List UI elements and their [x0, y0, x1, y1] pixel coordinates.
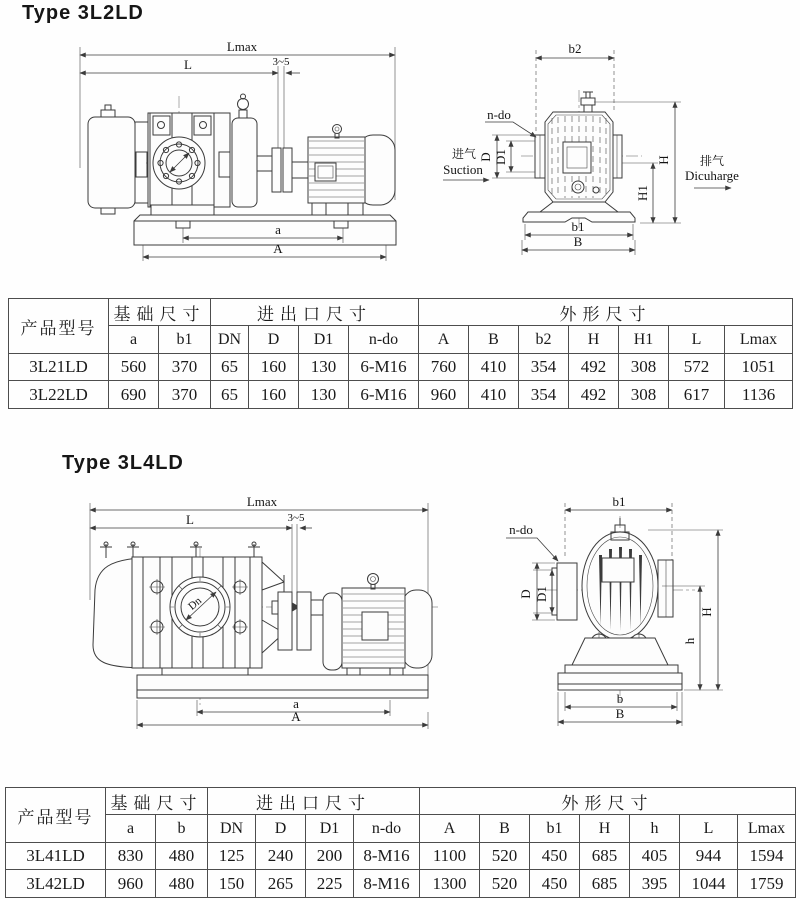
dim-label-lmax: Lmax: [246, 494, 278, 509]
dim-label-h: h: [682, 637, 697, 645]
col-header: H: [580, 815, 630, 843]
table-cell: 308: [619, 354, 669, 381]
end-view-3l4ld: [506, 494, 723, 726]
table-cell: 685: [580, 843, 630, 870]
table-cell: 450: [530, 843, 580, 870]
spec-table-3l2ld: [8, 298, 793, 409]
suction-flange: [557, 563, 577, 620]
table-cell: 830: [106, 843, 156, 870]
table-cell: 354: [519, 381, 569, 409]
dim-label-gap: 3~5: [287, 512, 305, 524]
table-cell: 960: [419, 381, 469, 409]
table-cell: 370: [159, 354, 211, 381]
table-cell: 6-M16: [349, 354, 419, 381]
col-header: B: [480, 815, 530, 843]
suction-label-cn: 进气: [451, 147, 477, 161]
spec-table-3l4ld: [5, 787, 796, 898]
model-cell: 3L21LD: [9, 354, 109, 381]
table-cell: 308: [619, 381, 669, 409]
model-cell: 3L22LD: [9, 381, 109, 409]
col-header: B: [469, 326, 519, 354]
model-cell: 3L42LD: [6, 870, 106, 898]
drawing-3l4ld: [0, 488, 800, 740]
table-cell: 1044: [680, 870, 738, 898]
discharge-label-en: Dicuharge: [685, 168, 739, 183]
table-cell: 130: [299, 354, 349, 381]
table-cell: 1100: [420, 843, 480, 870]
dim-label-D: D: [478, 152, 493, 162]
table-cell: 6-M16: [349, 381, 419, 409]
group-header-ports: 进出口尺寸: [211, 299, 419, 326]
table-cell: 200: [306, 843, 354, 870]
col-header: H1: [619, 326, 669, 354]
dim-label-l: L: [186, 512, 194, 527]
blower-drive-cover: [88, 117, 135, 208]
baseplate: [137, 675, 428, 698]
table-cell: 8-M16: [354, 870, 420, 898]
dim-label-b: b: [616, 691, 624, 706]
motor: [323, 574, 432, 676]
table-cell: 1136: [725, 381, 793, 409]
table-row: [9, 354, 793, 381]
oil-sight-glass: [572, 181, 584, 193]
col-header: b: [156, 815, 208, 843]
table-cell: 265: [256, 870, 306, 898]
col-header: Lmax: [738, 815, 796, 843]
page-title-3l4ld: Type 3L4LD: [62, 452, 184, 474]
table-cell: 520: [480, 870, 530, 898]
table-cell: 492: [569, 354, 619, 381]
page-title-3l2ld: Type 3L2LD: [22, 2, 144, 24]
group-header-overall: 外形尺寸: [419, 299, 793, 326]
callout-n-do: n-do: [509, 522, 533, 537]
table-cell: 685: [580, 870, 630, 898]
table-cell: 560: [109, 354, 159, 381]
table-cell: 240: [256, 843, 306, 870]
side-view-3l2ld: [80, 39, 396, 261]
table-row: [6, 870, 796, 898]
table-cell: 760: [419, 354, 469, 381]
col-header: D: [249, 326, 299, 354]
table-cell: 405: [630, 843, 680, 870]
motor: [308, 125, 395, 216]
table-cell: 492: [569, 381, 619, 409]
table-row: [9, 381, 793, 409]
dim-label-H1: H1: [635, 185, 650, 201]
col-header: b2: [519, 326, 569, 354]
table-header-columns: [9, 326, 793, 354]
col-header: DN: [211, 326, 249, 354]
table-cell: 160: [249, 381, 299, 409]
dim-label-b1: b1: [612, 494, 626, 509]
dim-label-A: A: [291, 709, 301, 724]
table-header-columns: [6, 815, 796, 843]
table-cell: 960: [106, 870, 156, 898]
table-cell: 65: [211, 381, 249, 409]
table-cell: 8-M16: [354, 843, 420, 870]
col-header: b1: [530, 815, 580, 843]
table-cell: 944: [680, 843, 738, 870]
side-view-3l4ld: [90, 494, 438, 729]
table-cell: 370: [159, 381, 211, 409]
motor-terminal-box: [362, 612, 388, 640]
discharge-label-cn: 排气: [699, 154, 725, 168]
discharge-flange: [658, 560, 673, 617]
col-header: A: [420, 815, 480, 843]
col-header: a: [106, 815, 156, 843]
coupling: [257, 148, 308, 192]
model-cell: 3L41LD: [6, 843, 106, 870]
dim-label-B: B: [573, 234, 583, 249]
table-cell: 617: [669, 381, 725, 409]
end-view-3l2ld: [443, 41, 739, 255]
table-row: [6, 843, 796, 870]
col-header: L: [680, 815, 738, 843]
table-cell: 225: [306, 870, 354, 898]
col-header-model: 产品型号: [9, 299, 109, 354]
col-header: a: [109, 326, 159, 354]
table-cell: 125: [208, 843, 256, 870]
col-header: L: [669, 326, 725, 354]
table-cell: 1594: [738, 843, 796, 870]
table-header-groups: [9, 299, 793, 326]
col-header: n-do: [349, 326, 419, 354]
baseplate: [134, 215, 396, 245]
col-header: n-do: [354, 815, 420, 843]
col-header: Lmax: [725, 326, 793, 354]
table-cell: 410: [469, 354, 519, 381]
dim-label-H: H: [656, 155, 671, 165]
table-cell: 690: [109, 381, 159, 409]
table-cell: 150: [208, 870, 256, 898]
col-header: D1: [306, 815, 354, 843]
table-cell: 395: [630, 870, 680, 898]
col-header: DN: [208, 815, 256, 843]
blower-gear-cover: [232, 118, 257, 207]
table-cell: 65: [211, 354, 249, 381]
dim-label-a: a: [275, 222, 281, 237]
dim-label-b1: b1: [571, 219, 585, 234]
callout-n-do: n-do: [487, 107, 511, 122]
dim-label-H: H: [699, 607, 714, 617]
coupling: [272, 592, 325, 650]
motor-eye-bolt: [333, 125, 342, 134]
cover-wing-bolts: [100, 542, 260, 558]
table-cell: 480: [156, 870, 208, 898]
table-cell: 1051: [725, 354, 793, 381]
table-cell: 1300: [420, 870, 480, 898]
dim-label-a: a: [293, 696, 299, 711]
col-header: D: [256, 815, 306, 843]
flange-bore-label: Dn: [186, 594, 205, 613]
drawing-3l2ld: [0, 25, 800, 285]
group-header-base: 基础尺寸: [106, 788, 208, 815]
blower-inlet-flange: [170, 577, 230, 637]
dim-label-B: B: [615, 706, 625, 721]
table-cell: 480: [156, 843, 208, 870]
dim-label-lmax: Lmax: [226, 39, 258, 54]
blower-inlet-flange: [153, 137, 205, 189]
table-cell: 354: [519, 354, 569, 381]
table-cell: 572: [669, 354, 725, 381]
table-cell: 1759: [738, 870, 796, 898]
blower-body-end: [545, 92, 613, 202]
col-header: h: [630, 815, 680, 843]
dim-label-A: A: [273, 241, 283, 256]
col-header: A: [419, 326, 469, 354]
table-cell: 450: [530, 870, 580, 898]
group-header-overall: 外形尺寸: [420, 788, 796, 815]
gear-window: [602, 558, 634, 582]
table-cell: 160: [249, 354, 299, 381]
blower-body-end: [582, 518, 658, 652]
group-header-ports: 进出口尺寸: [208, 788, 420, 815]
end-baseplate: [558, 673, 682, 690]
table-header-groups: [6, 788, 796, 815]
col-header: D1: [299, 326, 349, 354]
group-header-base: 基础尺寸: [109, 299, 211, 326]
motor-eye-bolt: [368, 574, 379, 585]
breather-valve: [238, 99, 249, 110]
table-cell: 410: [469, 381, 519, 409]
col-header: H: [569, 326, 619, 354]
dim-label-D1: D1: [534, 586, 549, 602]
dim-label-D: D: [518, 589, 533, 599]
suction-label-en: Suction: [443, 162, 483, 177]
col-header: b1: [159, 326, 211, 354]
dim-label-b2: b2: [568, 41, 582, 56]
col-header-model: 产品型号: [6, 788, 106, 843]
dim-label-l: L: [184, 57, 192, 72]
dim-label-gap: 3~5: [272, 56, 290, 68]
dim-label-D1: D1: [493, 149, 508, 165]
discharge-flange: [613, 135, 622, 178]
table-cell: 130: [299, 381, 349, 409]
table-cell: 520: [480, 843, 530, 870]
